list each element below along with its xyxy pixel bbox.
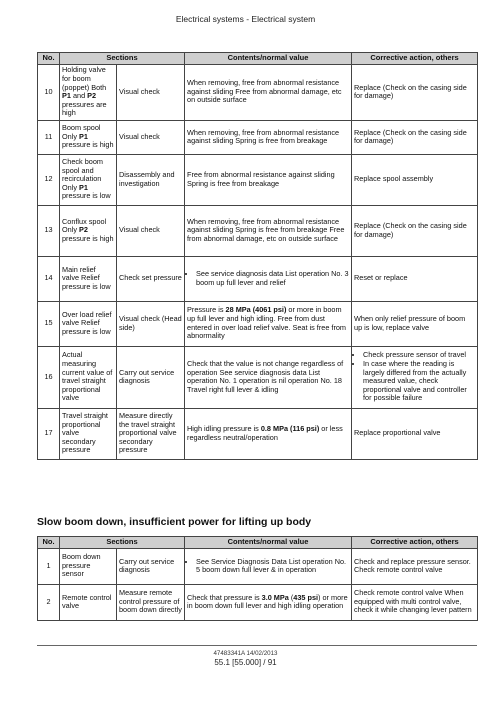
bullet-item: • See service diagnosis data List operation No. 3 boom up full lever and relief (196, 270, 349, 287)
table-row (38, 584, 478, 620)
check-method: Measure directly the travel straight proportional valve secondary pressure (117, 408, 185, 459)
bullet-item: • In case where the reading is largely differed from the actually measured value, check proportional valve and controller for possible failure (363, 360, 475, 403)
contents-normal-value: When removing, free from abnormal resistance against sliding Spring is free from breakage (185, 120, 352, 154)
row-number: 12 (38, 154, 60, 205)
bullet-item: • See Service Diagnosis Data List operation No. 5 boom down full lever & in operation (196, 558, 349, 575)
col-header-sections: Sections (60, 53, 185, 65)
contents-normal-value (185, 548, 352, 584)
contents-normal-value: Pressure is 28 MPa (4061 psi) or more in boom up full lever and high idling. Free from dust entered in over load relief valve. Seat is free from abnormality (185, 301, 352, 346)
row-number: 1 (38, 548, 60, 584)
corrective-action: Check and replace pressure sensor. Check remote control valve (352, 548, 478, 584)
check-method: Carry out service diagnosis (117, 346, 185, 408)
col-header-no: No. (38, 53, 60, 65)
table-row (38, 120, 478, 154)
col-header-action: Corrective action, others (352, 537, 478, 549)
footer-document-id: 47483341A 14/02/2013 (213, 650, 278, 657)
section-name: Holding valve for boom (poppet) Both P1 and P2 pressures are high (60, 64, 117, 120)
section-name: Conflux spool Only P2 pressure is high (60, 205, 117, 256)
table-row (38, 346, 478, 408)
contents-normal-value: Free from abnormal resistance against sliding Spring is free from breakage (185, 154, 352, 205)
section-name: Travel straight proportional valve secondary pressure (60, 408, 117, 459)
col-header-action: Corrective action, others (352, 53, 478, 65)
section-name: Boom down pressure sensor (60, 548, 117, 584)
check-method: Disassembly and investigation (117, 154, 185, 205)
contents-normal-value: High idling pressure is 0.8 MPa (116 psi) or less regardless neutral/operation (185, 408, 352, 459)
table-header-row (38, 53, 478, 65)
table-row (38, 256, 478, 301)
row-number: 15 (38, 301, 60, 346)
col-header-sections: Sections (60, 537, 185, 549)
table-row (38, 301, 478, 346)
contents-normal-value: When removing, free from abnormal resistance against sliding Spring is free from breakage Free from abnormal damage, etc on outside surface (185, 205, 352, 256)
bullet-list (354, 351, 475, 403)
bullet-list (187, 270, 349, 287)
page-header: Electrical systems - Electrical system (175, 14, 316, 24)
contents-normal-value (185, 256, 352, 301)
table-row (38, 205, 478, 256)
corrective-action: Reset or replace (352, 256, 478, 301)
row-number: 10 (38, 64, 60, 120)
corrective-action: When only relief pressure of boom up is low, replace valve (352, 301, 478, 346)
contents-normal-value: Check that the value is not change regardless of operation See service diagnosis data List operation No. 1 operation is nil operation No. 18 Travel right full lever & idling (185, 346, 352, 408)
row-number: 13 (38, 205, 60, 256)
corrective-action: Replace (Check on the casing side for damage) (352, 120, 478, 154)
footer-divider (37, 645, 477, 646)
check-method: Measure remote control pressure of boom down directly (117, 584, 185, 620)
row-number: 16 (38, 346, 60, 408)
col-header-contents: Contents/normal value (185, 53, 352, 65)
col-header-no: No. (38, 537, 60, 549)
table-row (38, 548, 478, 584)
section-name: Actual measuring current value of travel straight proportional valve (60, 346, 117, 408)
corrective-action (352, 346, 478, 408)
row-number: 14 (38, 256, 60, 301)
section-name: Check boom spool and recirculation Only P1 pressure is low (60, 154, 117, 205)
check-method: Check set pressure (117, 256, 185, 301)
section-title: Slow boom down, insufficient power for lifting up body (37, 516, 312, 528)
corrective-action: Check remote control valve When equipped with multi control valve, check it while changing lever pattern (352, 584, 478, 620)
row-number: 17 (38, 408, 60, 459)
corrective-action: Replace spool assembly (352, 154, 478, 205)
footer-page-number: 55.1 [55.000] / 91 (214, 658, 277, 667)
inspection-table-1 (37, 52, 478, 460)
contents-normal-value: Check that pressure is 3.0 MPa (435 psi) or more in boom down full lever and high idling operation (185, 584, 352, 620)
corrective-action: Replace (Check on the casing side for damage) (352, 64, 478, 120)
inspection-table-2 (37, 536, 478, 621)
row-number: 11 (38, 120, 60, 154)
table-header-row (38, 537, 478, 549)
table-row (38, 154, 478, 205)
contents-normal-value: When removing, free from abnormal resistance against sliding Free from abnormal damage, etc on outside surface (185, 64, 352, 120)
corrective-action: Replace proportional valve (352, 408, 478, 459)
check-method: Visual check (117, 120, 185, 154)
section-name: Main relief valve Relief pressure is low (60, 256, 117, 301)
table-row (38, 408, 478, 459)
check-method: Visual check (117, 205, 185, 256)
col-header-contents: Contents/normal value (185, 537, 352, 549)
table-row (38, 64, 478, 120)
section-name: Remote control valve (60, 584, 117, 620)
check-method: Visual check (Head side) (117, 301, 185, 346)
bullet-list (187, 558, 349, 575)
section-name: Boom spool Only P1 pressure is high (60, 120, 117, 154)
row-number: 2 (38, 584, 60, 620)
check-method: Visual check (117, 64, 185, 120)
corrective-action: Replace (Check on the casing side for damage) (352, 205, 478, 256)
bullet-item: • Check pressure sensor of travel (363, 351, 475, 360)
section-name: Over load relief valve Relief pressure is low (60, 301, 117, 346)
check-method: Carry out service diagnosis (117, 548, 185, 584)
